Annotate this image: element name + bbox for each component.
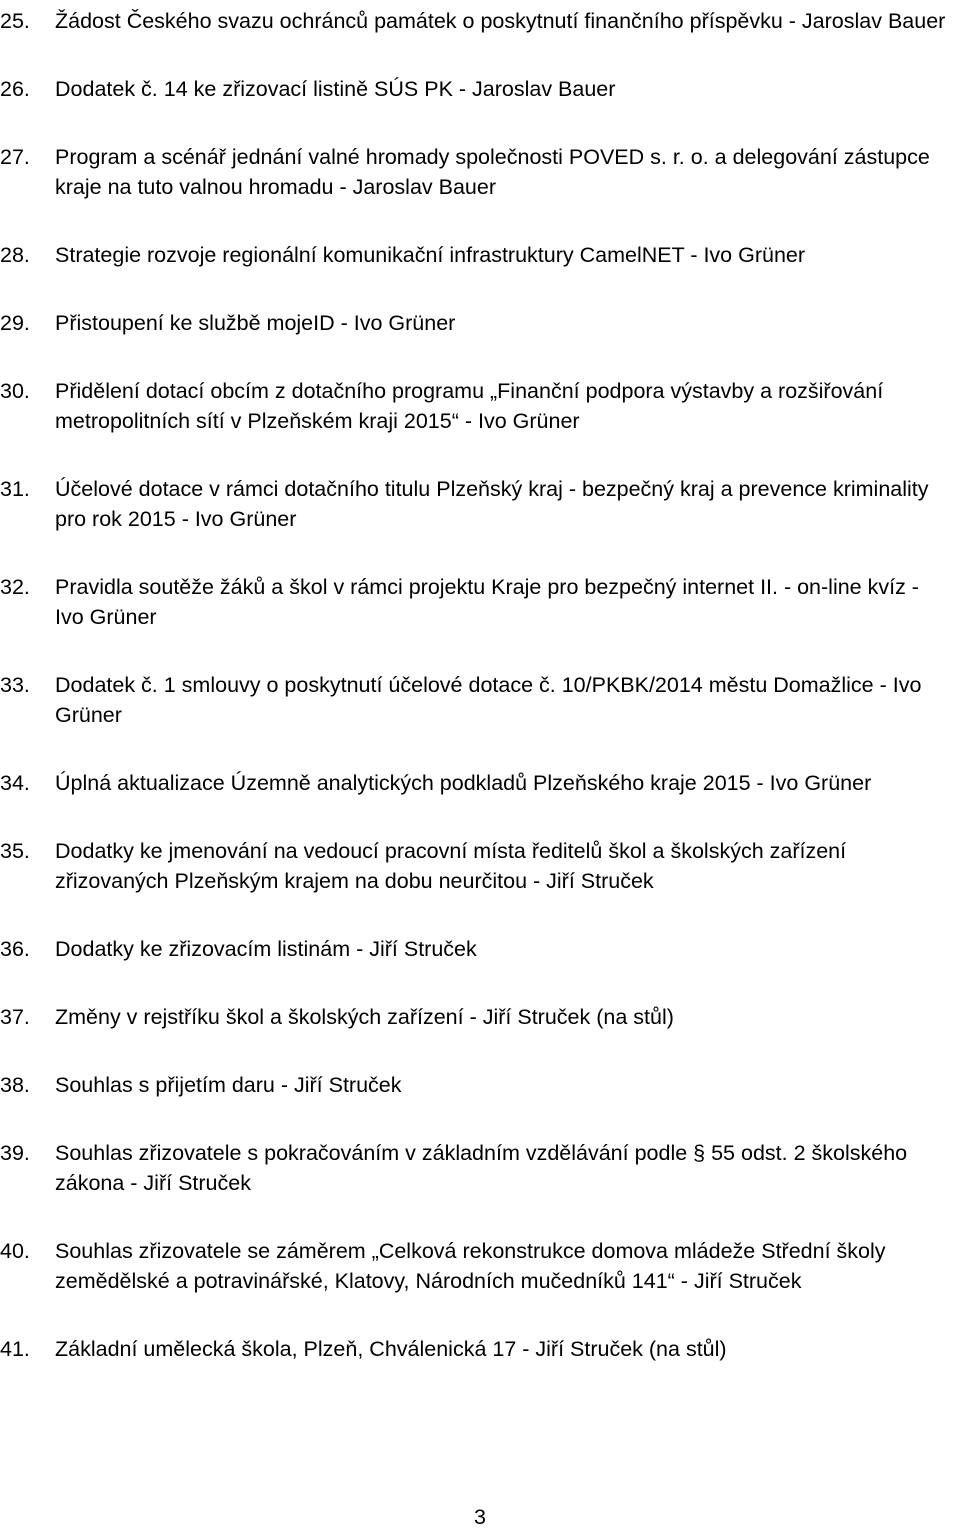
agenda-item (0, 1070, 960, 1100)
item-number: 32. (0, 575, 30, 599)
item-text: Žádost Českého svazu ochránců památek o poskytnutí finančního příspěvku - Jaroslav Bauer (55, 9, 946, 33)
agenda-item (0, 6, 960, 36)
item-text: Úplná aktualizace Územně analytických podkladů Plzeňského kraje 2015 - Ivo Grüner (55, 771, 872, 795)
agenda-item (0, 474, 960, 534)
item-number: 31. (0, 477, 30, 501)
agenda-item (0, 572, 960, 632)
item-text: Souhlas zřizovatele s pokračováním v základním vzdělávání podle § 55 odst. 2 školského zákona - Jiří Struček (55, 1141, 908, 1195)
item-number: 34. (0, 771, 30, 795)
item-number: 38. (0, 1073, 30, 1097)
item-text: Souhlas s přijetím daru - Jiří Struček (55, 1073, 402, 1097)
agenda-item (0, 376, 960, 436)
item-text: Základní umělecká škola, Plzeň, Chválenická 17 - Jiří Struček (na stůl) (55, 1337, 727, 1361)
item-number: 37. (0, 1005, 30, 1029)
agenda-list (0, 6, 960, 1402)
item-text: Dodatek č. 14 ke zřizovací listině SÚS PK - Jaroslav Bauer (55, 77, 616, 101)
item-number: 28. (0, 243, 30, 267)
item-text: Pravidla soutěže žáků a škol v rámci projektu Kraje pro bezpečný internet II. - on-line kvíz - Ivo Grüner (55, 575, 919, 629)
item-number: 36. (0, 937, 30, 961)
item-text: Dodatek č. 1 smlouvy o poskytnutí účelové dotace č. 10/PKBK/2014 městu Domažlice - Ivo Grüner (55, 673, 922, 727)
agenda-item (0, 1138, 960, 1198)
agenda-item (0, 308, 960, 338)
agenda-item (0, 934, 960, 964)
agenda-item (0, 142, 960, 202)
item-number: 26. (0, 77, 30, 101)
item-text: Dodatky ke zřizovacím listinám - Jiří Struček (55, 937, 477, 961)
agenda-item (0, 240, 960, 270)
agenda-item (0, 670, 960, 730)
agenda-item (0, 1002, 960, 1032)
item-text: Strategie rozvoje regionální komunikační infrastruktury CamelNET - Ivo Grüner (55, 243, 806, 267)
item-text: Přidělení dotací obcím z dotačního programu „Finanční podpora výstavby a rozšiřování metropolitních sítí v Plzeňském kraji 2015“ - Ivo Grüner (55, 379, 884, 433)
item-number: 25. (0, 9, 30, 33)
item-number: 33. (0, 673, 30, 697)
item-number: 35. (0, 839, 30, 863)
agenda-item (0, 74, 960, 104)
item-text: Účelové dotace v rámci dotačního titulu Plzeňský kraj - bezpečný kraj a prevence kriminality pro rok 2015 - Ivo Grüner (55, 477, 929, 531)
agenda-item (0, 836, 960, 896)
agenda-item (0, 1334, 960, 1364)
item-number: 27. (0, 145, 30, 169)
agenda-item (0, 1236, 960, 1296)
page-number: 3 (474, 1505, 486, 1529)
item-text: Dodatky ke jmenování na vedoucí pracovní místa ředitelů škol a školských zařízení zřizovaných Plzeňským krajem na dobu neurčitou - Jiří Struček (55, 839, 847, 893)
item-number: 30. (0, 379, 30, 403)
item-number: 29. (0, 311, 30, 335)
agenda-item (0, 768, 960, 798)
item-text: Přistoupení ke službě mojeID - Ivo Grüner (55, 311, 456, 335)
item-number: 40. (0, 1239, 30, 1263)
item-text: Změny v rejstříku škol a školských zařízení - Jiří Struček (na stůl) (55, 1005, 674, 1029)
item-text: Souhlas zřizovatele se záměrem „Celková rekonstrukce domova mládeže Střední školy zemědělské a potravinářské, Klatovy, Národních mučedníků 141“ - Jiří Struček (55, 1239, 886, 1293)
item-number: 39. (0, 1141, 30, 1165)
item-text: Program a scénář jednání valné hromady společnosti POVED s. r. o. a delegování zástupce kraje na tuto valnou hromadu - Jaroslav Bauer (55, 145, 930, 199)
item-number: 41. (0, 1337, 30, 1361)
